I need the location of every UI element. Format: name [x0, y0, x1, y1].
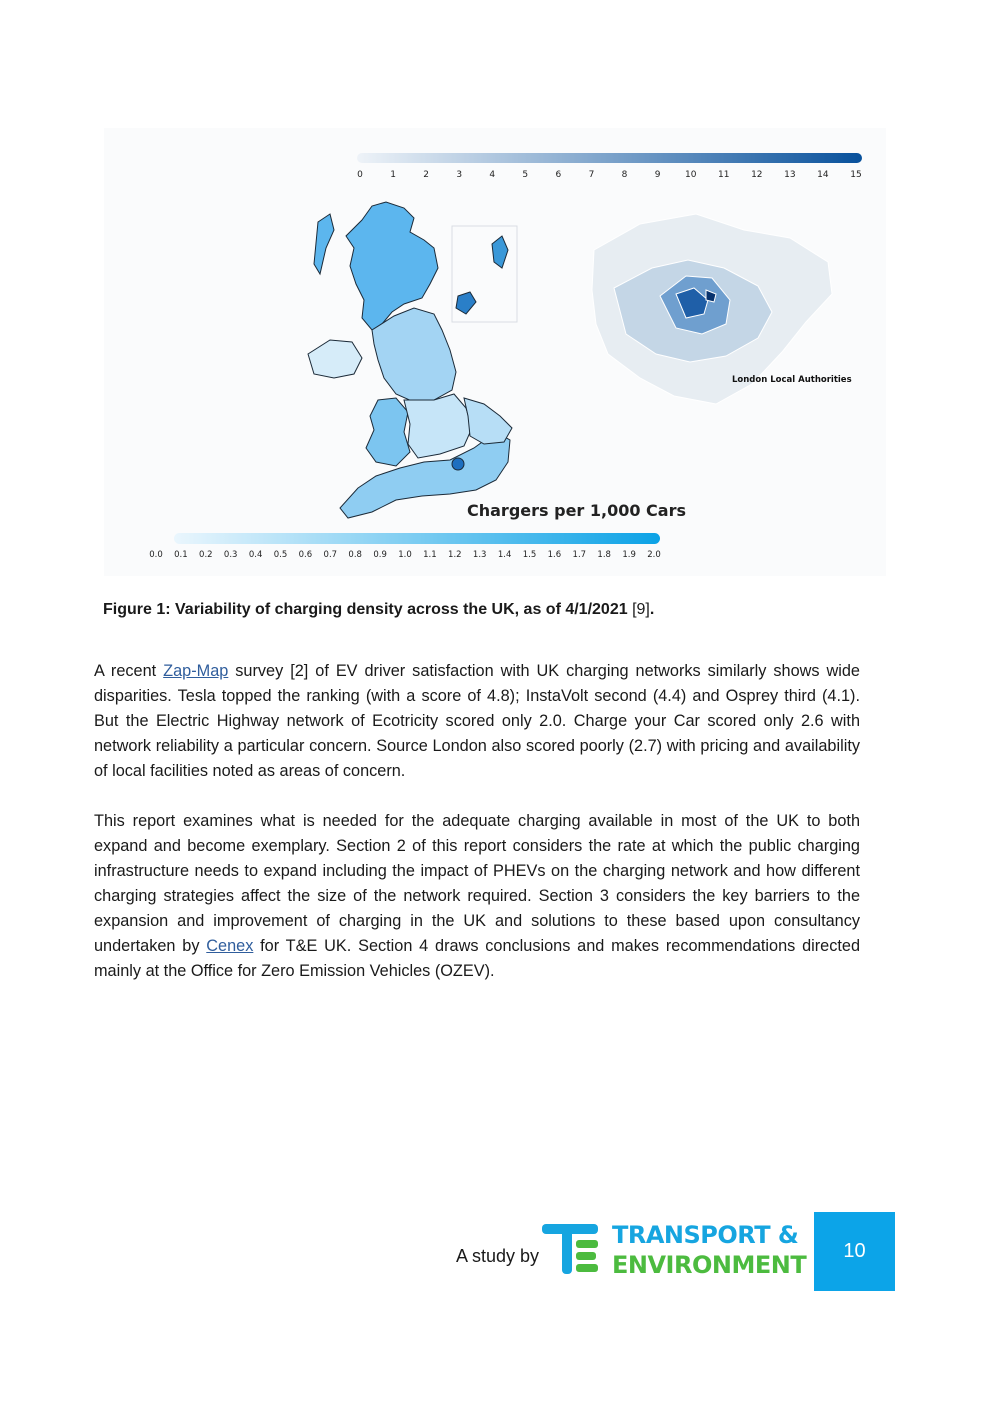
london-scale-tick-label: 15: [850, 170, 862, 180]
cenex-link[interactable]: Cenex: [206, 937, 254, 955]
uk-scale-tick-label: 1.3: [472, 550, 487, 560]
shetland-islands: [492, 236, 508, 268]
uk-scale-tick-label: 0.4: [248, 550, 263, 560]
london-scale-tick-label: 2: [423, 170, 429, 180]
figure-caption: [103, 601, 654, 619]
transport-environment-logo: [540, 1220, 810, 1280]
te-logo-icon: [540, 1222, 604, 1278]
uk-scale-tick-label: 1.0: [398, 550, 412, 560]
charging-density-figure: [104, 128, 886, 576]
northern-ireland-region: [308, 340, 362, 378]
london-scale-tick-label: 11: [717, 170, 730, 180]
uk-map: [308, 202, 512, 518]
london-scale-tick-label: 9: [654, 170, 661, 180]
paragraph-text: A recent: [94, 662, 164, 680]
paragraph-text: survey [2] of EV driver satisfaction with UK charging networks similarly shows wide disparities. Tesla topped the ranking (with a score of 4.8); InstaVolt second (4.4) and Osprey third (4.1). But the Electric Highway network of Ecotricity scored only 2.0. Charge your Car scored only 2.6 with network reliability a particular concern. Source London also scored poorly (2.7) with pricing and availability of local facilities noted as areas of concern.: [94, 662, 860, 780]
london-scale-tick-label: 1: [390, 170, 396, 180]
paragraph-report-scope: [94, 809, 860, 984]
uk-scale-tick-label: 0.6: [298, 550, 313, 560]
london-hotspot: [452, 458, 464, 470]
uk-scale-tick-label: 1.6: [547, 550, 562, 560]
midlands-region: [404, 394, 472, 458]
uk-scale-tick-label: 1.1: [423, 550, 437, 560]
uk-scale-tick-label: 0.5: [273, 550, 288, 560]
uk-scale-tick-label: 1.7: [572, 550, 587, 560]
caption-period: .: [649, 601, 655, 618]
london-scale-ticks: [357, 170, 862, 180]
outer-hebrides: [314, 214, 334, 274]
east-england-region: [464, 398, 512, 444]
uk-scale-tick-label: 1.8: [597, 550, 611, 560]
paragraph-text: for T&E UK. Section 4 draws conclusions and makes recommendations directed mainly at the Office for Zero Emission Vehicles (OZEV).: [94, 937, 861, 980]
paragraph-text: This report examines what is needed for the adequate charging available in most of the UK to both expand and become exemplary. Section 2 of this report considers the rate at which the public charging infrastructure needs to expand including the impact of PHEVs on the charging network and how different charging strategies affect the size of the network required. Section 3 considers the key barriers to the expansion and improvement of charging in the UK and solutions to these based upon consultancy undertaken by: [94, 812, 860, 955]
uk-scale-bar: [174, 533, 660, 544]
zap-map-link[interactable]: Zap-Map: [163, 662, 229, 680]
logo-line-transport: TRANSPORT &: [612, 1221, 799, 1249]
london-scale-tick-label: 12: [751, 170, 763, 180]
page-number: 10: [814, 1212, 895, 1291]
london-scale-tick-label: 13: [784, 170, 796, 180]
uk-scale-tick-label: 1.5: [522, 550, 537, 560]
uk-scale-tick-label: 0.1: [174, 550, 188, 560]
london-scale-tick-label: 0: [357, 170, 363, 180]
caption-label: Figure 1: Variability of charging density across the UK, as of 4/1/2021: [103, 601, 628, 618]
london-scale-tick-label: 3: [456, 170, 463, 180]
northern-england-region: [372, 308, 456, 402]
caption-reference: [9]: [632, 601, 650, 618]
london-label: London Local Authorities: [732, 375, 852, 385]
figure-graphic: [104, 128, 886, 576]
uk-scale-ticks: [149, 550, 661, 560]
london-scale-tick-label: 10: [684, 170, 697, 180]
uk-scale-tick-label: 1.2: [448, 550, 462, 560]
london-scale-tick-label: 4: [489, 170, 496, 180]
paragraph-survey: [94, 659, 860, 784]
uk-scale-tick-label: 1.4: [497, 550, 512, 560]
logo-line-environment: ENVIRONMENT: [612, 1251, 807, 1279]
uk-scale-tick-label: 0.8: [348, 550, 362, 560]
london-scale-tick-label: 14: [817, 170, 829, 180]
uk-scale-tick-label: 2.0: [647, 550, 661, 560]
uk-scale-tick-label: 0.7: [323, 550, 338, 560]
london-scale-tick-label: 5: [522, 170, 529, 180]
uk-scale-tick-label: 1.9: [622, 550, 636, 560]
uk-scale-tick-label: 0.2: [199, 550, 213, 560]
orkney-islands: [456, 292, 476, 314]
study-by-label: A study by: [456, 1246, 540, 1266]
uk-scale-tick-label: 0.9: [373, 550, 387, 560]
uk-scale-tick-label: 0.0: [149, 550, 163, 560]
london-scale-bar: [357, 153, 862, 163]
uk-scale-tick-label: 0.3: [223, 550, 238, 560]
uk-scale-title: Chargers per 1,000 Cars: [467, 501, 687, 520]
london-scale-tick-label: 7: [588, 170, 595, 180]
london-scale-tick-label: 6: [555, 170, 562, 180]
london-scale-tick-label: 8: [621, 170, 628, 180]
wales-region: [366, 398, 410, 466]
